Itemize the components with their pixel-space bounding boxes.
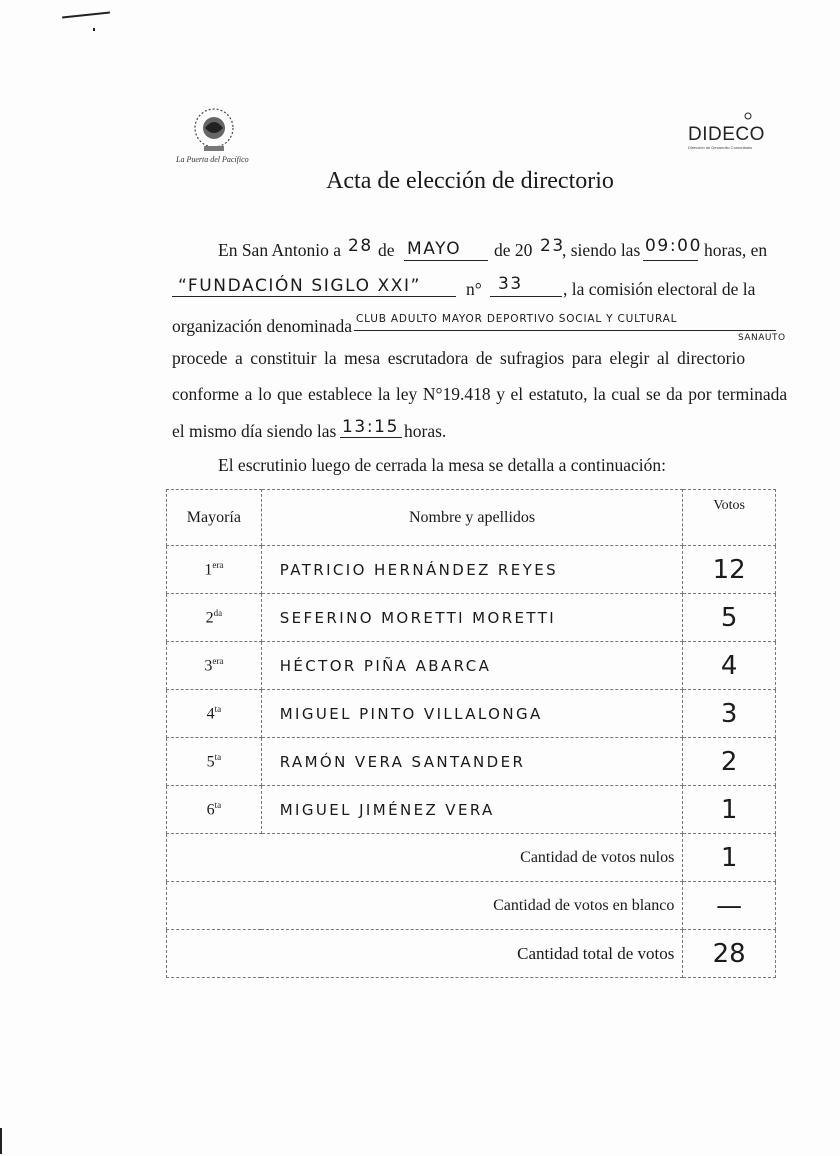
intro-text: , la comisión electoral de la	[563, 279, 756, 299]
candidate-votes: 1	[683, 786, 776, 834]
handwritten-organization-name-continued: SANAUTO	[738, 333, 786, 343]
underline	[354, 330, 776, 331]
table-row	[167, 642, 776, 690]
null-votes-row	[167, 834, 776, 882]
intro-text: conforme a lo que establece la ley N°19.418 y el estatuto, la cual se da por terminada	[172, 384, 788, 404]
scrutiny-intro: El escrutinio luego de cerrada la mesa se detalla a continuación:	[218, 455, 667, 475]
intro-text: procede a constituir la mesa escrutadora de sufragios para elegir al directorio	[172, 348, 746, 368]
candidate-votes: 4	[683, 642, 776, 690]
candidate-name: MIGUEL PINTO VILLALONGA	[261, 690, 683, 738]
rank-number: 4	[206, 705, 215, 723]
candidate-votes: 5	[683, 594, 776, 642]
rank-suffix: ta	[214, 751, 222, 762]
table-row	[167, 690, 776, 738]
handwritten-month: MAYO	[407, 239, 462, 259]
handwritten-year: 23	[540, 236, 565, 256]
scan-mark	[62, 11, 110, 18]
rank-suffix: ta	[214, 703, 222, 714]
handwritten-place: “FUNDACIÓN SIGLO XXI”	[178, 276, 422, 296]
rank-suffix: era	[212, 655, 224, 666]
scan-mark	[0, 1128, 2, 1154]
rank-number: 3	[204, 657, 213, 675]
intro-text: horas, en	[704, 240, 768, 260]
scrutiny-table	[166, 489, 776, 978]
underline	[404, 260, 488, 261]
header-majority: Mayoría	[167, 490, 262, 546]
candidate-name: MIGUEL JIMÉNEZ VERA	[261, 786, 683, 834]
candidate-name: SEFERINO MORETTI MORETTI	[261, 594, 683, 642]
total-votes-count: 28	[683, 930, 776, 978]
table-row	[167, 594, 776, 642]
intro-text: En San Antonio a	[218, 240, 341, 260]
candidate-name: PATRICIO HERNÁNDEZ REYES	[261, 546, 683, 594]
table-header-row	[167, 490, 776, 546]
document-title: Acta de elección de directorio	[326, 168, 614, 194]
rank-number: 6	[206, 801, 215, 819]
table-row	[167, 738, 776, 786]
candidate-votes: 3	[683, 690, 776, 738]
table-row	[167, 546, 776, 594]
dideco-subtitle: Dirección de Desarrollo Comunitario	[688, 145, 753, 150]
rank-number: 2	[205, 609, 214, 627]
candidate-name: HÉCTOR PIÑA ABARCA	[261, 642, 683, 690]
blank-votes-row	[167, 882, 776, 930]
table-row	[167, 786, 776, 834]
intro-text: , siendo las	[562, 240, 641, 260]
underline	[643, 260, 698, 261]
candidate-votes: 2	[683, 738, 776, 786]
underline	[490, 296, 562, 297]
null-votes-count: 1	[683, 834, 776, 882]
candidate-votes: 12	[683, 546, 776, 594]
rank-suffix: ta	[214, 799, 222, 810]
handwritten-day: 28	[348, 236, 373, 256]
intro-text: de 20	[494, 240, 533, 260]
intro-text: organización denominada	[172, 316, 352, 336]
intro-text: el mismo día siendo las	[172, 421, 337, 441]
blank-votes-count: —	[683, 882, 776, 930]
underline	[172, 296, 456, 297]
total-votes-row	[167, 930, 776, 978]
rank-suffix: da	[213, 607, 223, 618]
handwritten-number: 33	[498, 274, 523, 294]
scan-mark	[93, 28, 95, 31]
handwritten-start-time: 09:00	[645, 236, 702, 256]
candidate-name: RAMÓN VERA SANTANDER	[261, 738, 683, 786]
header-name: Nombre y apellidos	[261, 490, 683, 546]
rank-suffix: era	[212, 559, 224, 570]
dideco-logo: DIDECO	[688, 124, 765, 145]
intro-text: horas.	[404, 421, 447, 441]
handwritten-end-time: 13:15	[342, 417, 399, 437]
intro-text: de	[378, 240, 395, 260]
handwritten-organization-name: CLUB ADULTO MAYOR DEPORTIVO SOCIAL Y CULTURAL	[356, 313, 678, 325]
null-votes-label: Cantidad de votos nulos	[167, 834, 683, 882]
header-votes: Votos	[683, 490, 776, 546]
underline	[340, 437, 402, 438]
total-votes-label: Cantidad total de votos	[167, 930, 683, 978]
rank-number: 1	[204, 561, 213, 579]
blank-votes-label: Cantidad de votos en blanco	[167, 882, 683, 930]
rank-number: 5	[206, 753, 215, 771]
logo-caption: La Puerta del Pacífico	[176, 155, 249, 164]
intro-text: n°	[466, 279, 482, 299]
